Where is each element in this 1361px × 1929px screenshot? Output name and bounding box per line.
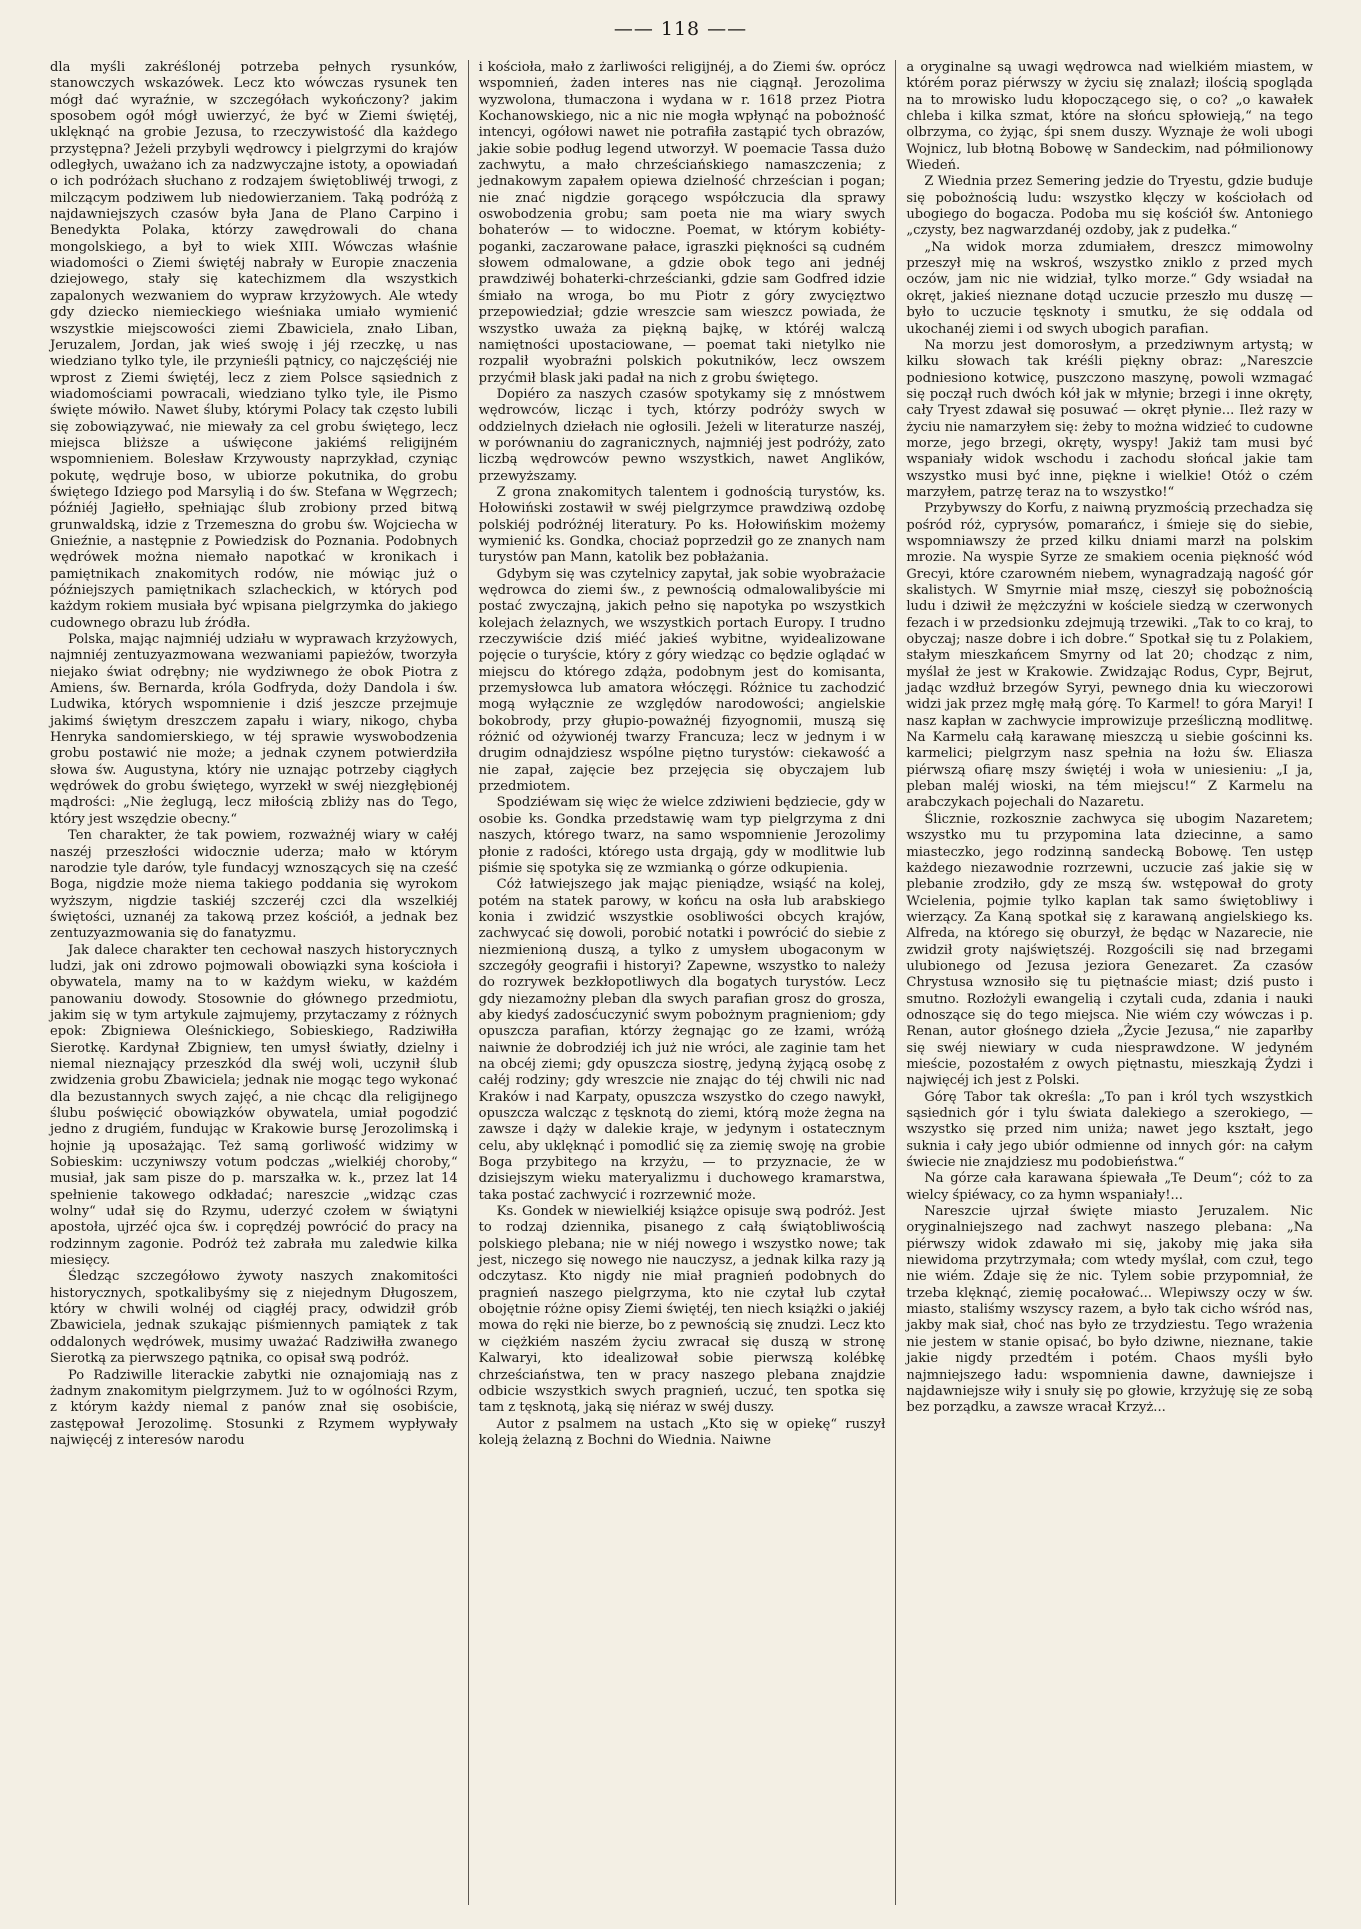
paragraph: Ks. Gondek w niewielkiéj książce opisuje swą podróż. Jest to rodzaj dziennika, pisanego z całą świątobliwością polskiego plebana; nie w niéj nowego i wszystko nowe; tak jest, niczego się nowego nie nauczysz, a jednak kilka razy ją odczytasz. Kto nigdy nie miał pragnień podobnych do pragnień naszego pielgrzyma, kto nie czytał lub czytał obojętnie różne opisy Ziemi świętéj, ten niech książki o jakiéj mowa do ręki nie bierze, bo z pewnością się znudzi. Lecz kto w ciężkiém naszém życiu zwracał się duszą w stronę Kalwaryi, kto idealizował sobie pierwszą kolébkę chrześciaństwa, ten w pracy naszego plebana znajdzie odbicie wszystkich swych pragnień, uczuć, ten spotka się tam z tęsknotą, jaką się niéraz w swéj duszy. [478, 1204, 886, 1416]
text-columns [40, 60, 1323, 1905]
paragraph: Nareszcie ujrzał święte miasto Jeruzalem. Nic oryginalniejszego nad zachwyt naszego plebana: „Na piérwszy widok zdawało mi się, jakoby mię jaka siła niewidoma przytrzymała; com wtedy myślał, com czuł, tego nie wiém. Zdaje się że nic. Tylem sobie przypomniał, że trzeba klęknąć, ziemię pocałować... Wlepiwszy oczy w św. miasto, staliśmy wszyscy razem, a było tak cicho wśród nas, jakby mak siał, choć nas było ze trzydziestu. Tego wrażenia nie jestem w stanie opisać, bo było dziwne, nieznane, takie jakie nigdy przedtém i potém. Chaos myśli było najmniejszego ładu: wspomnienia dawne, dawniejsze i najdawniejsze wiły i snuły się po głowie, krzyżuję się ze sobą bez porządku, a zawsze wracał Krzyż... [906, 1204, 1313, 1416]
paragraph: Na górze cała karawana śpiewała „Te Deum“; cóż to za wielcy śpiéwacy, co za hymn wspaniały!... [906, 1171, 1313, 1203]
paragraph: Jak dalece charakter ten cechował naszych historycznych ludzi, jak oni zdrowo pojmowali obowiązki syna kościoła i obywatela, mamy na to w każdym wieku, w każdém panowaniu dowody. Stosownie do głównego przedmiotu, jakim się w tym artykule zajmujemy, przytaczamy z różnych epok: Zbigniewa Oleśnickiego, Sobieskiego, Radziwiłła Sierotkę. Kardynał Zbigniew, ten umysł światły, dzielny i niemal nieznający przeszkód dla swéj woli, uczynił ślub zwidzenia grobu Zbawiciela; jednak nie mogąc tego wykonać dla bezustannych swych zajęć, a nie chcąc dla religijnego ślubu poświęcić obowiązków obywatela, umiał pogodzić jedno z drugiém, fundując w Krakowie bursę Jerozolimską i hojnie ją uposażając. Też samą gorliwość widzimy w Sobieskim: uczyniwszy votum podczas „wielkiéj choroby,“ musiał, jak sam pisze do p. marszałka w. k., przez lat 14 spełnienie takowego odkładać; nareszcie „widząc czas wolny“ udał się do Rzymu, uderzyć czołem w świątyni apostoła, ujrzéć ojca św. i coprędzéj powrócić do pracy na rodzinnym zagonie. Podróż też zabrała mu zaledwie kilka miesięcy. [50, 942, 458, 1269]
page-number-header [0, 18, 1361, 40]
paragraph: Dopiéro za naszych czasów spotykamy się z mnóstwem wędrowców, licząc i tych, którzy podróży swych w oddzielnych dziełach nie ogłosili. Jeżeli w literaturze naszéj, w porównaniu do zagranicznych, najmniéj jest podróży, zato liczbą wędrowców pewno wszystkich, nawet Anglików, przewyższamy. [478, 386, 886, 484]
paragraph: Górę Tabor tak określa: „To pan i król tych wszystkich sąsiednich gór i tylu świata dalekiego a szerokiego, — wszystko się przed nim uniża; nawet jego kształt, jego suknia i cały jego ubiór odmienne od innych gór: na całym świecie nie znajdziesz mu podobieństwa.“ [906, 1089, 1313, 1171]
paragraph: Po Radziwille literackie zabytki nie oznajomiają nas z żadnym znakomitym pielgrzymem. Już to w ogólności Rzym, z którym każdy niemal z panów znał się osobiście, zastępował Jerozolimę. Stosunki z Rzymem wypływały najwięcéj z interesów narodu [50, 1367, 458, 1448]
paragraph: Z grona znakomitych talentem i godnością turystów, ks. Hołowiński zostawił w swéj pielgrzymce prawdziwą ozdobę polskiéj podróżnéj literatury. Po ks. Hołowińskim możemy wymienić ks. Gondka, chociaż poprzedził go ze znanych nam turystów pan Mann, katolik bez pobłażania. [478, 484, 886, 566]
header-rule-right: —— [707, 18, 748, 40]
paragraph: Gdybym się was czytelnicy zapytał, jak sobie wyobrażacie wędrowca do ziemi św., z pewnością odmalowalibyście mi postać zwyczajną, jakich pełno się napotyka po wszystkich kolejach żelaznych, we wszystkich portach Europy. I trudno rzeczywiście dziś miéć jakieś wybitne, wyidealizowane pojęcie o turyście, który z góry wiedząc co będzie oglądać w miejscu do którego zdąża, podobnym jest do komisanta, przemysłowca lub amatora włóczęgi. Różnice tu zachodzić mogą wyłącznie ze względów narodowości; angielskie bokobrody, przy głupio-poważnéj fizyognomii, muszą się różnić od ożywionéj twarzy Francuza; lecz w jednym i w drugim odnajdziesz wspólne piętno turystów: ciekawość a nie zapał, zajęcie bez przejęcia się obyczajem lub przedmiotem. [478, 566, 886, 795]
paragraph: Ten charakter, że tak powiem, rozważnéj wiary w całéj naszéj przeszłości widocznie uderza; mało w którym narodzie tyle darów, tyle fundacyj wznoszących się na cześć Boga, nigdzie może niema takiego poddania się wyrokom wyższym, nigdzie taskiéj szczeréj czci dla wszelkiéj świętości, uznanéj za takową przez kościół, a jednak bez zentuzyazmowania się do fanatyzmu. [50, 828, 458, 942]
paragraph: Ślicznie, rozkosznie zachwyca się ubogim Nazaretem; wszystko mu tu przypomina lata dziecinne, a samo miasteczko, jego rodzinną sandecką Bobowę. Ten ustęp każdego niezawodnie rozrzewni, uczucie zaś jakie się w plebanie zrodziło, gdy ze mszą św. wstępował do groty Wcielenia, pojmie tylko kaplan tak samo świętobliwy i wierzący. Za Kaną spotkał się z karawaną angielskiego ks. Alfreda, na którego się oburzył, że będąc w Nazarecie, nie zwidził groty najświętszéj. Rozgościli się nad brzegami ulubionego od Jezusa jeziora Genezaret. Za czasów Chrystusa wznosiło się tu piętnaście miast; dziś pusto i smutno. Rozłożyli ewangelią i czytali cuda, zdania i nauki odnoszące się do tego miejsca. Nie wiém czy wówczas i p. Renan, autor głośnego dzieła „Życie Jezusa,“ nie zaparłby się swéj niewiary w cuda niesprawdzone. W jedyném mieście, pozostałém z owych piętnastu, mieszkają Żydzi i najwięcéj ich jest z Polski. [906, 811, 1313, 1089]
paragraph: Autor z psalmem na ustach „Kto się w opiekę“ ruszył koleją żelazną z Bochni do Wiednia. Naiwne [478, 1416, 886, 1448]
column-middle [468, 60, 896, 1905]
page-number: 118 [660, 18, 701, 40]
header-rule-left: —— [613, 18, 654, 40]
paragraph: dla myśli zakréślonéj potrzeba pełnych rysunków, stanowczych wskazówek. Lecz kto wówczas rysunek ten mógł dać wyraźnie, w szczegółach wykończony? jakim sposobem ogół mógł uwierzyć, że być w Ziemi świętéj, uklęknąć na grobie Jezusa, to rzeczywistość dla każdego przystępna? Jeżeli przybyli wędrowcy i pielgrzymi do krajów odległych, uważano ich za nadzwyczajne istoty, a opowiadań o ich podróżach słuchano z rodzajem świętobliwéj trwogi, z milczącym podziwem lub niedowierzaniem. Taką podróżą z najdawniejszych czasów była Jana de Plano Carpino i Benedykta Polaka, którzy zawędrowali do chana mongolskiego, a był to wiek XIII. Wówczas właśnie wiadomości o Ziemi świętéj nabrały w Europie znaczenia dziejowego, stały się katechizmem dla wszystkich zapalonych wezwaniem do wypraw krzyżowych. Ale wtedy gdy dziecko niemieckiego wieśniaka umiało wymienić wszystkie miejscowości ziemi Zbawiciela, znało Liban, Jeruzalem, Jordan, jak wieś swoję i jéj rzeczkę, u nas wiedziano tylko tyle, ile przynieśli pątnicy, co najczęściéj nie wprost z Ziemi świętéj, lecz z ziem Polsce sąsiednich z wiadomościami powracali, wiedziano tylko tyle, ile Pismo święte mówiło. Nawet śluby, którymi Polacy tak często lubili się zobowiązywać, nie miewały za cel grobu świętego, lecz miejsca bliższe a uświęcone jakiémś religijném wspomnieniem. Bolesław Krzywousty naprzykład, czyniąc pokutę, wędruje boso, w ubiorze pokutnika, do grobu świętego Idziego pod Marsylią i do św. Stefana w Węgrzech; późniéj Jagiełło, spełniając ślub zrobiony przed bitwą grunwaldską, idzie z Trzemeszna do grobu św. Wojciecha w Gnieźnie, a następnie z Powiedzisk do Poznania. Podobnych wędrówek można niemało napotkać w kronikach i pamiętnikach znakomitych rodów, nie mówiąc już o późniejszych pamiętnikach szlacheckich, w których pod każdym rokiem musiała być wpisana pielgrzymka do jakiego cudownego obrazu lub źródła. [50, 60, 458, 631]
paragraph: i kościoła, mało z żarliwości religijnéj, a do Ziemi św. oprócz wspomnień, żaden interes nas nie ciągnął. Jerozolima wyzwolona, tłumaczona i wydana w r. 1618 przez Piotra Kochanowskiego, nic a nic nie mogła wpłynąć na pobożność intencyi, ogółowi nawet nie potrafiła zastąpić tych obrazów, jakie sobie podług legend utworzył. W poemacie Tassa dużo zachwytu, a mało chrześciańskiego namaszczenia; z jednakowym zapałem opiewa dzielność chrześcian i pogan; nie znać nigdzie gorącego współczucia dla sprawy oswobodzenia grobu; sam poeta nie ma wiary swych bohaterów — to widoczne. Poemat, w którym kobiéty-poganki, zaczarowane pałace, igraszki piękności są cudném słowem odmalowane, a gdzie obok tego ani jednéj prawdziwéj bohaterki-chrześcianki, gdzie sam Godfred idzie śmiało na wroga, bo mu Piotr z góry zwycięztwo przepowiedział; gdzie wreszcie sam wieszcz powiada, że wszystko uważa za piękną bajkę, w któréj walczą namiętności upostaciowane, — poemat taki nietylko nie rozpalił wyobraźni polskich pokutników, lecz owszem przyćmił blask jaki padał na nich z grobu świętego. [478, 60, 886, 386]
paragraph: a oryginalne są uwagi wędrowca nad wielkiém miastem, w którém poraz piérwszy w życiu się znalazł; ilością spogląda na to mrowisko ludu kłopoczącego się, o co? „o kawałek chleba i kilka szmat, które na słońcu spłowieją,“ na tego olbrzyma, co żyjąc, śpi snem duszy. Wyznaje że woli ubogi Wojnicz, lub błotną Bobowę w Sandeckim, nad półmilionowy Wiedeń. [906, 60, 1313, 174]
paragraph: Na morzu jest domorosłym, a przedziwnym artystą; w kilku słowach tak kréśli piękny obraz: „Nareszcie podniesiono kotwicę, puszczono maszynę, powoli wzmagać się począł ruch dwóch kół jak w młynie; brzegi i inne okręty, cały Tryest zdawał się posuwać — okręt płynie... Ileż razy w życiu nie namarzyłem się: żeby to można widzieć to cudowne morze, jego brzegi, okręty, wyspy! Jakiż tam musi być wspaniały widok wschodu i zachodu słońcal jakie tam wszystko musi być inne, piękne i wielkie! Otóż o czém marzyłem, patrzę teraz na to wszystko!“ [906, 337, 1313, 500]
paragraph: Śledząc szczegółowo żywoty naszych znakomitości historycznych, spotkalibyśmy się z niejednym Długoszem, który w chwili wolnéj od ciągłéj pracy, odwidził grób Zbawiciela, jednak szukając piśmiennych pamiątek z tak oddalonych wędrówek, musimy uważać Radziwiłła zwanego Sierotką za pierwszego pątnika, co opisał swą podróż. [50, 1269, 458, 1367]
paragraph: Przybywszy do Korfu, z naiwną pryzmością przechadza się pośród róż, cyprysów, pomarańcz, i śmieje się do siebie, wspomniawszy że przed kilku dniami marzł na polskim mrozie. Na wyspie Syrze ze smakiem ocenia piękność wód Grecyi, które czarowném niebem, wynagradzają nagość gór skalistych. W Smyrnie miał mszę, cieszył się pobożnością ludu i dziwił że mężczyźni w kościele siedzą w czerwonych fezach i w przedsionku zdejmują trzewiki. „Tak to co kraj, to obyczaj; nasze dobre i ich dobre.“ Spotkał się tu z Polakiem, stałym mieszkańcem Smyrny od lat 20; chodząc z nim, myślał że jest w Krakowie. Zwidzając Rodus, Cypr, Bejrut, jadąc wzdłuż brzegów Syryi, pewnego dnia ku wieczorowi widzi jak przez mgłę małą górę. To Karmel! to góra Maryi! I nasz kapłan w zachwycie improwizuje prześliczną modlitwę. Na Karmelu całą karawanę mieszczą u siebie gościnni ks. karmelici; pielgrzym nasz spełnia na łożu św. Eliasza piérwszą ofiarę mszy świętéj i woła w uniesieniu: „I ja, pleban maléj wioski, na tém miejscu!“ Z Karmelu na arabczykach pojechali do Nazaretu. [906, 501, 1313, 811]
column-right [895, 60, 1323, 1905]
paragraph: Z Wiednia przez Semering jedzie do Tryestu, gdzie buduje się pobożnością ludu: wszystko klęczy w kościołach od ubogiego do bogacza. Podoba mu się kościół św. Antoniego „czysty, bez nagwarzdanéj ozdoby, jak z pudełka.“ [906, 174, 1313, 239]
column-left [40, 60, 468, 1905]
paragraph: Cóż łatwiejszego jak mając pieniądze, wsiąść na kolej, potém na statek parowy, w końcu na osła lub arabskiego konia i zwidzić wszystkie osobliwości obcych krajów, zachwycać się dowoli, porobić notatki i powrócić do siebie z niezmienioną duszą, a tylko z umysłem ubogaconym w szczegóły geografii i historyi? Zapewne, wszystko to należy do rozrywek bezkłopotliwych dla bogatych turystów. Lecz gdy niezamożny pleban dla swych parafian grosz do grosza, aby kiedyś zadosćuczynić swym pobożnym pragnieniom; gdy opuszcza parafian, którzy żegnając go ze łzami, wróżą naiwnie że dobrodziéj ich już nie wróci, ale zaginie tam het na obcéj ziemi; gdy opuszcza siostrę, jedyną żyjącą osobę z całéj rodziny; gdy wreszcie nie znając do téj chwili nic nad Kraków i nad Karpaty, opuszcza wszystko do czego nawykł, opuszcza walcząc z tęsknotą do ziemi, którą może żegna na zawsze i dąży w dalekie kraje, w jedynym i ostatecznym celu, aby uklęknąć i pomodlić się za ziemię swoję na grobie Boga przybitego na krzyżu, — to przyznacie, że w dzisiejszym wieku materyalizmu i duchowego kramarstwa, taka postać zachwycić i rozrzewnić może. [478, 877, 886, 1203]
paragraph: Spodziéwam się więc że wielce zdziwieni będziecie, gdy w osobie ks. Gondka przedstawię wam typ pielgrzyma z dni naszych, którego twarz, na samo wspomnienie Jerozolimy płonie z radości, którego usta drgają, gdy w modlitwie lub piśmie się spotyka się ze wzmianką o górze odkupienia. [478, 795, 886, 876]
paragraph: „Na widok morza zdumiałem, dreszcz mimowolny przeszył mię na wskroś, wszystko zniklo z przed mych oczów, jam nic nie widział, tylko morze.“ Gdy wsiadał na okręt, jakieś nieznane dotąd uczucie przeszło mu duszę — było to uczucie tęsknoty i smutku, że się oddala od ukochanéj ziemi i od swych ubogich parafian. [906, 239, 1313, 337]
paragraph: Polska, mając najmniéj udziału w wyprawach krzyżowych, najmniéj zentuzyazmowana wezwaniami papieżów, tworzyła niejako świat odrębny; nie wydziwnego że obok Piotra z Amiens, św. Bernarda, króla Godfryda, doży Dandola i św. Ludwika, których wspomnienie i dziś jeszcze przejmuje jakimś świętym dreszczem zapału i wiary, nikogo, chyba Henryka sandomierskiego, w téj sprawie wyswobodzenia grobu postawić nie może; a jednak czynem potwierdziła słowa św. Augustyna, który nie uznając potrzeby ciągłych wędrówek do grobu świętego, wyrzekł w swéj niezgłębionéj mądrości: „Nie żeglugą, lecz miłością zbliży nas do Tego, który jest wszędzie obecny.“ [50, 632, 458, 827]
